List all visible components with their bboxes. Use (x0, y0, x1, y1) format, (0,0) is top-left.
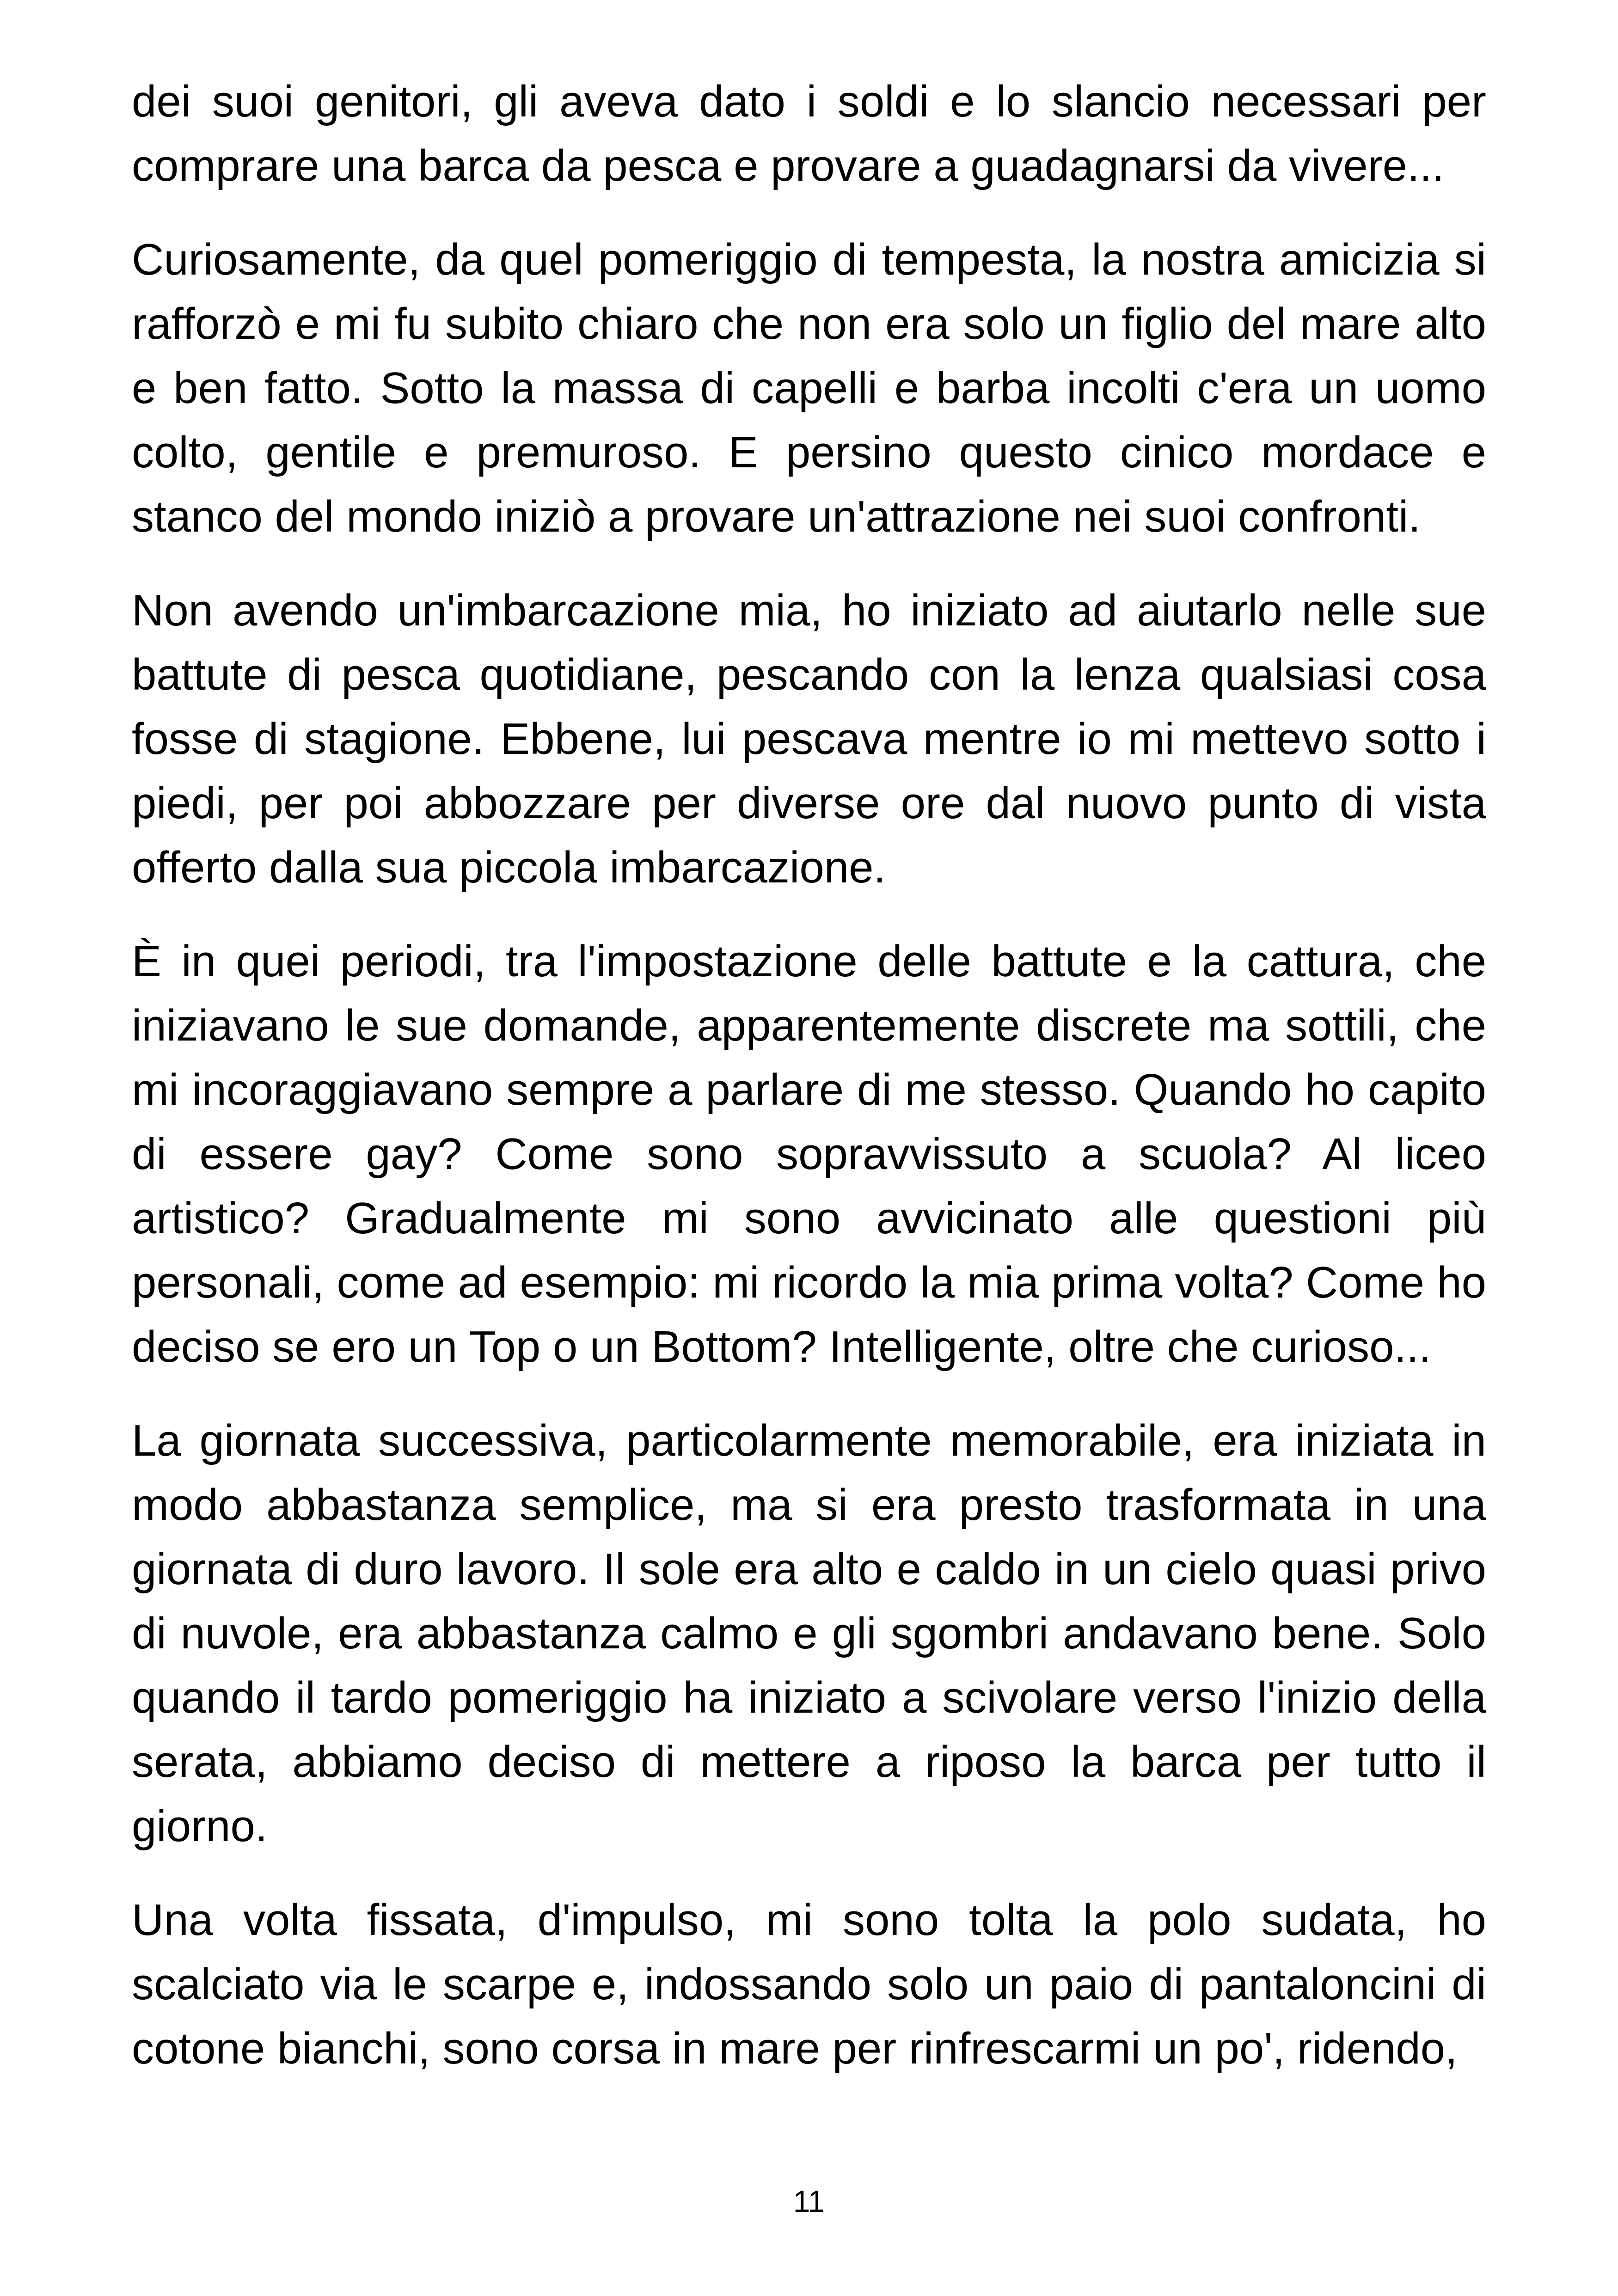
paragraph-2: Curiosamente, da quel pomeriggio di tempesta, la nostra amicizia si rafforzò e mi fu subito chiaro che non era solo un figlio del mare alto e ben fatto. Sotto la massa di capelli e barba incolti c'era un uomo colto, gentile e premuroso. E persino questo cinico mordace e stanco del mondo iniziò a provare un'attrazione nei suoi confronti. (132, 235, 1486, 541)
body-text (132, 69, 1486, 2110)
page-number: 11 (793, 2184, 825, 2218)
paragraph-5: La giornata successiva, particolarmente memorabile, era iniziata in modo abbastanza semplice, ma si era presto trasformata in una giornata di duro lavoro. Il sole era alto e caldo in un cielo quasi privo di nuvole, era abbastanza calmo e gli sgombri andavano bene. Solo quando il tardo pomeriggio ha iniziato a scivolare verso l'inizio della serata, abbiamo deciso di mettere a riposo la barca per tutto il giorno. (132, 1416, 1486, 1851)
paragraph-6: Una volta fissata, d'impulso, mi sono tolta la polo sudata, ho scalciato via le scarpe e, indossando solo un paio di pantaloncini di cotone bianchi, sono corsa in mare per rinfrescarmi un po', ridendo, (132, 1895, 1486, 2073)
paragraph-4: È in quei periodi, tra l'impostazione delle battute e la cattura, che iniziavano le sue domande, apparentemente discrete ma sottili, che mi incoraggiavano sempre a parlare di me stesso. Quando ho capito di essere gay? Come sono sopravvissuto a scuola? Al liceo artistico? Gradualmente mi sono avvicinato alle questioni più personali, come ad esempio: mi ricordo la mia prima volta? Come ho deciso se ero un Top o un Bottom? Intelligente, oltre che curioso... (132, 937, 1486, 1371)
paragraph-3: Non avendo un'imbarcazione mia, ho iniziato ad aiutarlo nelle sue battute di pesca quotidiane, pescando con la lenza qualsiasi cosa fosse di stagione. Ebbene, lui pescava mentre io mi mettevo sotto i piedi, per poi abbozzare per diverse ore dal nuovo punto di vista offerto dalla sua piccola imbarcazione. (132, 586, 1486, 892)
paragraph-1: dei suoi genitori, gli aveva dato i soldi e lo slancio necessari per comprare una barca da pesca e provare a guadagnarsi da vivere... (132, 77, 1486, 190)
